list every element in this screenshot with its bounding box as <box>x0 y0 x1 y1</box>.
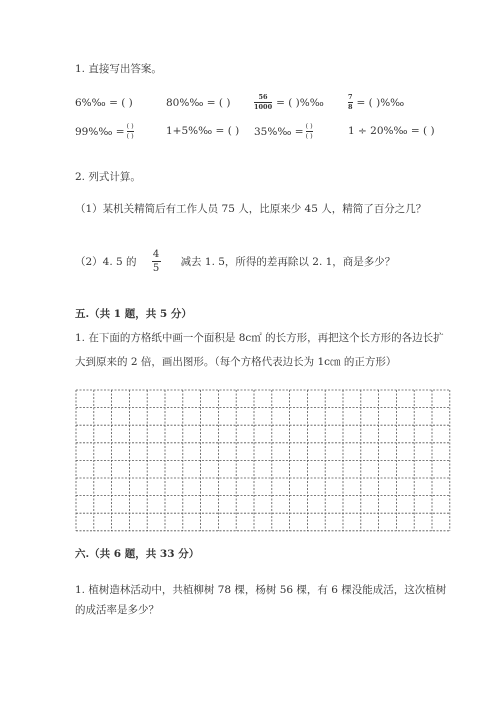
q1-item-2: 80%‰ = ( ) <box>166 97 231 109</box>
q1-item-5 <box>75 123 134 140</box>
fraction <box>254 94 272 111</box>
q1-item-5-label: 99%‰ = <box>75 125 125 138</box>
q1-title: 1. 直接写出答案。 <box>75 63 162 75</box>
q1-item-6: 1+5%‰ = ( ) <box>166 125 240 137</box>
q2-problem-2 <box>75 249 395 274</box>
q1-item-4 <box>348 94 404 111</box>
s5-q1-line-1: 1. 在下面的方格纸中画一个面积是 8c㎡ 的长方形，再把这个长方形的各边长扩 <box>75 332 444 344</box>
q1-item-4-answer: = ( )%‰ <box>356 96 405 109</box>
fraction-numerator: ( ) <box>126 122 134 130</box>
section-5-heading: 五.（共 1 题，共 5 分） <box>75 308 192 320</box>
q1-item-3-answer: = ( )%‰ <box>276 96 324 109</box>
fraction-denominator: 5 <box>152 263 160 274</box>
fraction <box>127 123 134 140</box>
fraction-numerator: 4 <box>152 249 160 260</box>
q1-item-3 <box>254 94 324 111</box>
q2-problem-2-start: （2）4. 5 的 <box>75 255 137 268</box>
s6-q1-line-2: 的成活率是多少？ <box>75 604 159 616</box>
section-6-heading: 六.（共 6 题，共 33 分） <box>75 548 200 560</box>
q1-item-7-label: 35%‰ = <box>254 125 304 138</box>
fraction-numerator: 56 <box>258 93 268 101</box>
fraction <box>306 123 313 140</box>
s5-q1-line-2: 大到原来的 2 倍，画出图形。（每个方格代表边长为 1c㎝ 的正方形） <box>75 356 397 368</box>
q1-item-1: 6%‰ = ( ) <box>75 97 133 109</box>
fraction-numerator: ( ) <box>305 122 313 130</box>
fraction <box>348 94 353 111</box>
q2-problem-1: （1）某机关精简后有工作人员 75 人，比原来少 45 人，精简了百分之几？ <box>75 203 427 215</box>
fraction-numerator: 7 <box>348 93 353 101</box>
graph-paper-grid <box>75 389 451 532</box>
q2-title: 2. 列式计算。 <box>75 171 141 183</box>
s6-q1-line-1: 1. 植树造林活动中，共植柳树 78 棵，杨树 56 棵，有 6 棵没能成活，这次植树 <box>75 584 447 596</box>
fraction-denominator: ( ) <box>305 132 313 140</box>
fraction-denominator: ( ) <box>126 132 134 140</box>
q1-item-8: 1 ÷ 20%‰ = ( ) <box>348 125 435 137</box>
q1-item-7 <box>254 123 313 140</box>
fraction <box>152 249 161 274</box>
fraction-denominator: 8 <box>348 103 353 111</box>
q2-problem-2-end: 减去 1. 5，所得的差再除以 2. 1，商是多少？ <box>180 255 396 268</box>
fraction-denominator: 1000 <box>254 103 273 111</box>
